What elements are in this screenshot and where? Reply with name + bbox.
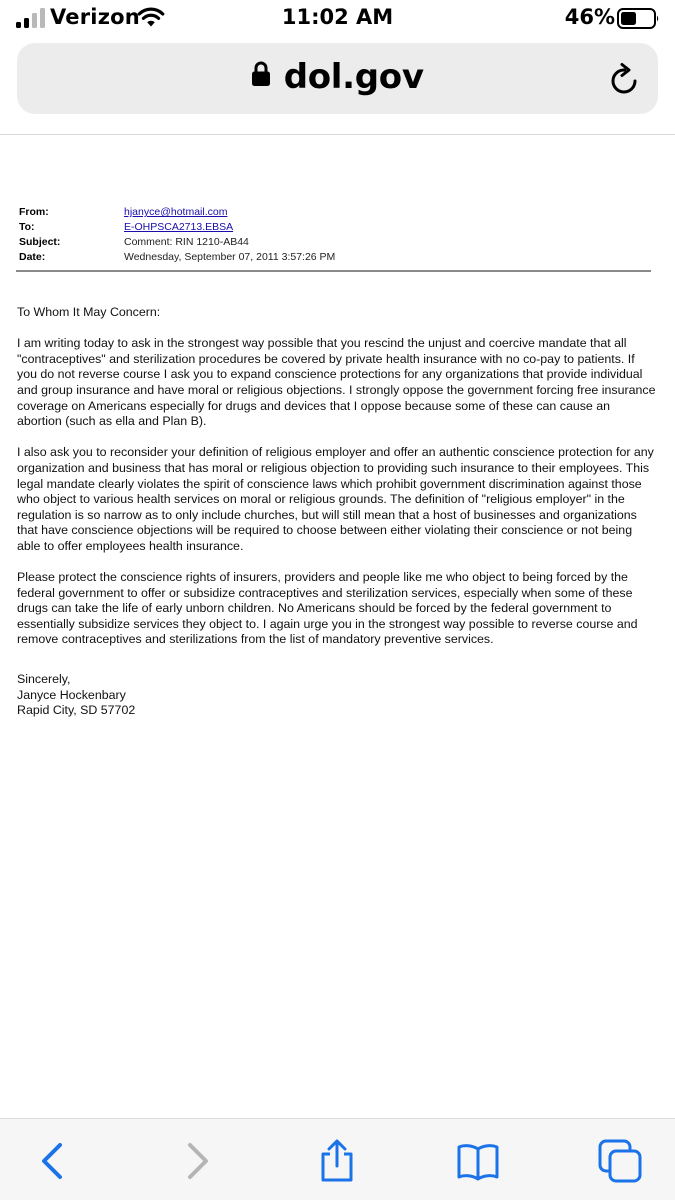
signer-name: Janyce Hockenbary [17,687,126,702]
date-row [19,250,335,265]
bookmarks-icon[interactable] [456,1139,500,1183]
email-body [17,305,657,719]
to-label: To: [19,221,35,233]
header-divider [16,270,651,272]
subject-label: Subject: [19,236,61,248]
signature-block [17,672,657,719]
share-icon[interactable] [315,1139,359,1183]
body-paragraph: Please protect the conscience rights of insurers, providers and people like me who object to being forced by the federal government to offer or subsidize contraceptives and sterilization services, especially when some of these drugs can take the life of early unborn children. No Americans should be forced by the federal government to essentially subsidize services they object to. I again urge you in the strongest way possible to reverse course and remove contraceptives and sterilizations from the list of mandatory preventive services. [17,570,638,647]
salutation: To Whom It May Concern: [17,305,161,319]
from-email-link[interactable]: hjanyce@hotmail.com [124,206,228,218]
lock-icon [251,61,271,87]
battery-percent: 46% [564,5,615,29]
closing: Sincerely, [17,672,71,687]
address-bar[interactable] [17,43,658,114]
subject-row [19,235,335,250]
subject-value: Comment: RIN 1210-AB44 [124,236,249,248]
bottom-toolbar [0,1118,675,1200]
date-value: Wednesday, September 07, 2011 3:57:26 PM [124,251,336,263]
status-time: 11:02 AM [281,5,394,29]
back-icon[interactable] [30,1139,74,1183]
date-label: Date: [19,251,46,263]
address-bar-divider [0,134,675,135]
to-email-link[interactable]: E-OHPSCA2713.EBSA [124,221,234,233]
from-row [19,205,335,220]
battery-icon [617,8,660,29]
carrier-name: Verizon [50,5,140,29]
reload-icon[interactable] [610,62,640,96]
from-label: From: [19,206,49,218]
signer-location: Rapid City, SD 57702 [17,703,136,718]
status-bar [0,0,675,38]
body-paragraph: I also ask you to reconsider your definition of religious employer and offer an authentic conscience protection for any organization and business that has moral or religious objection to providing such insurance to their employees. This legal mandate clearly violates the spirit of conscience laws which prohibit government discrimination against those who object to various health services on moral or religious grounds. The definition of "religious employer" in the regulation is so narrow as to only include churches, but will still mean that a host of businesses and organizations that have conscience objections will be required to choose between either violating their conscience or not being able to offer employees health insurance. [17,445,654,553]
to-row [19,220,335,235]
url-domain[interactable]: dol.gov [283,57,424,97]
tabs-icon[interactable] [598,1139,642,1183]
email-header [19,205,335,265]
body-paragraph: I am writing today to ask in the strongest way possible that you rescind the unjust and coercive mandate that all "contraceptives" and sterilization procedures be covered by private health insurance with no co-pay to patients. If you do not reverse course I ask you to expand conscience protections for any organizations that provide individual and group insurance and have moral or religious objections. I strongly oppose the government forcing free insurance coverage on Americans especially for drugs and devices that I oppose because some of these can cause an abortion (such as ella and Plan B). [17,336,656,429]
forward-icon[interactable] [176,1139,220,1183]
